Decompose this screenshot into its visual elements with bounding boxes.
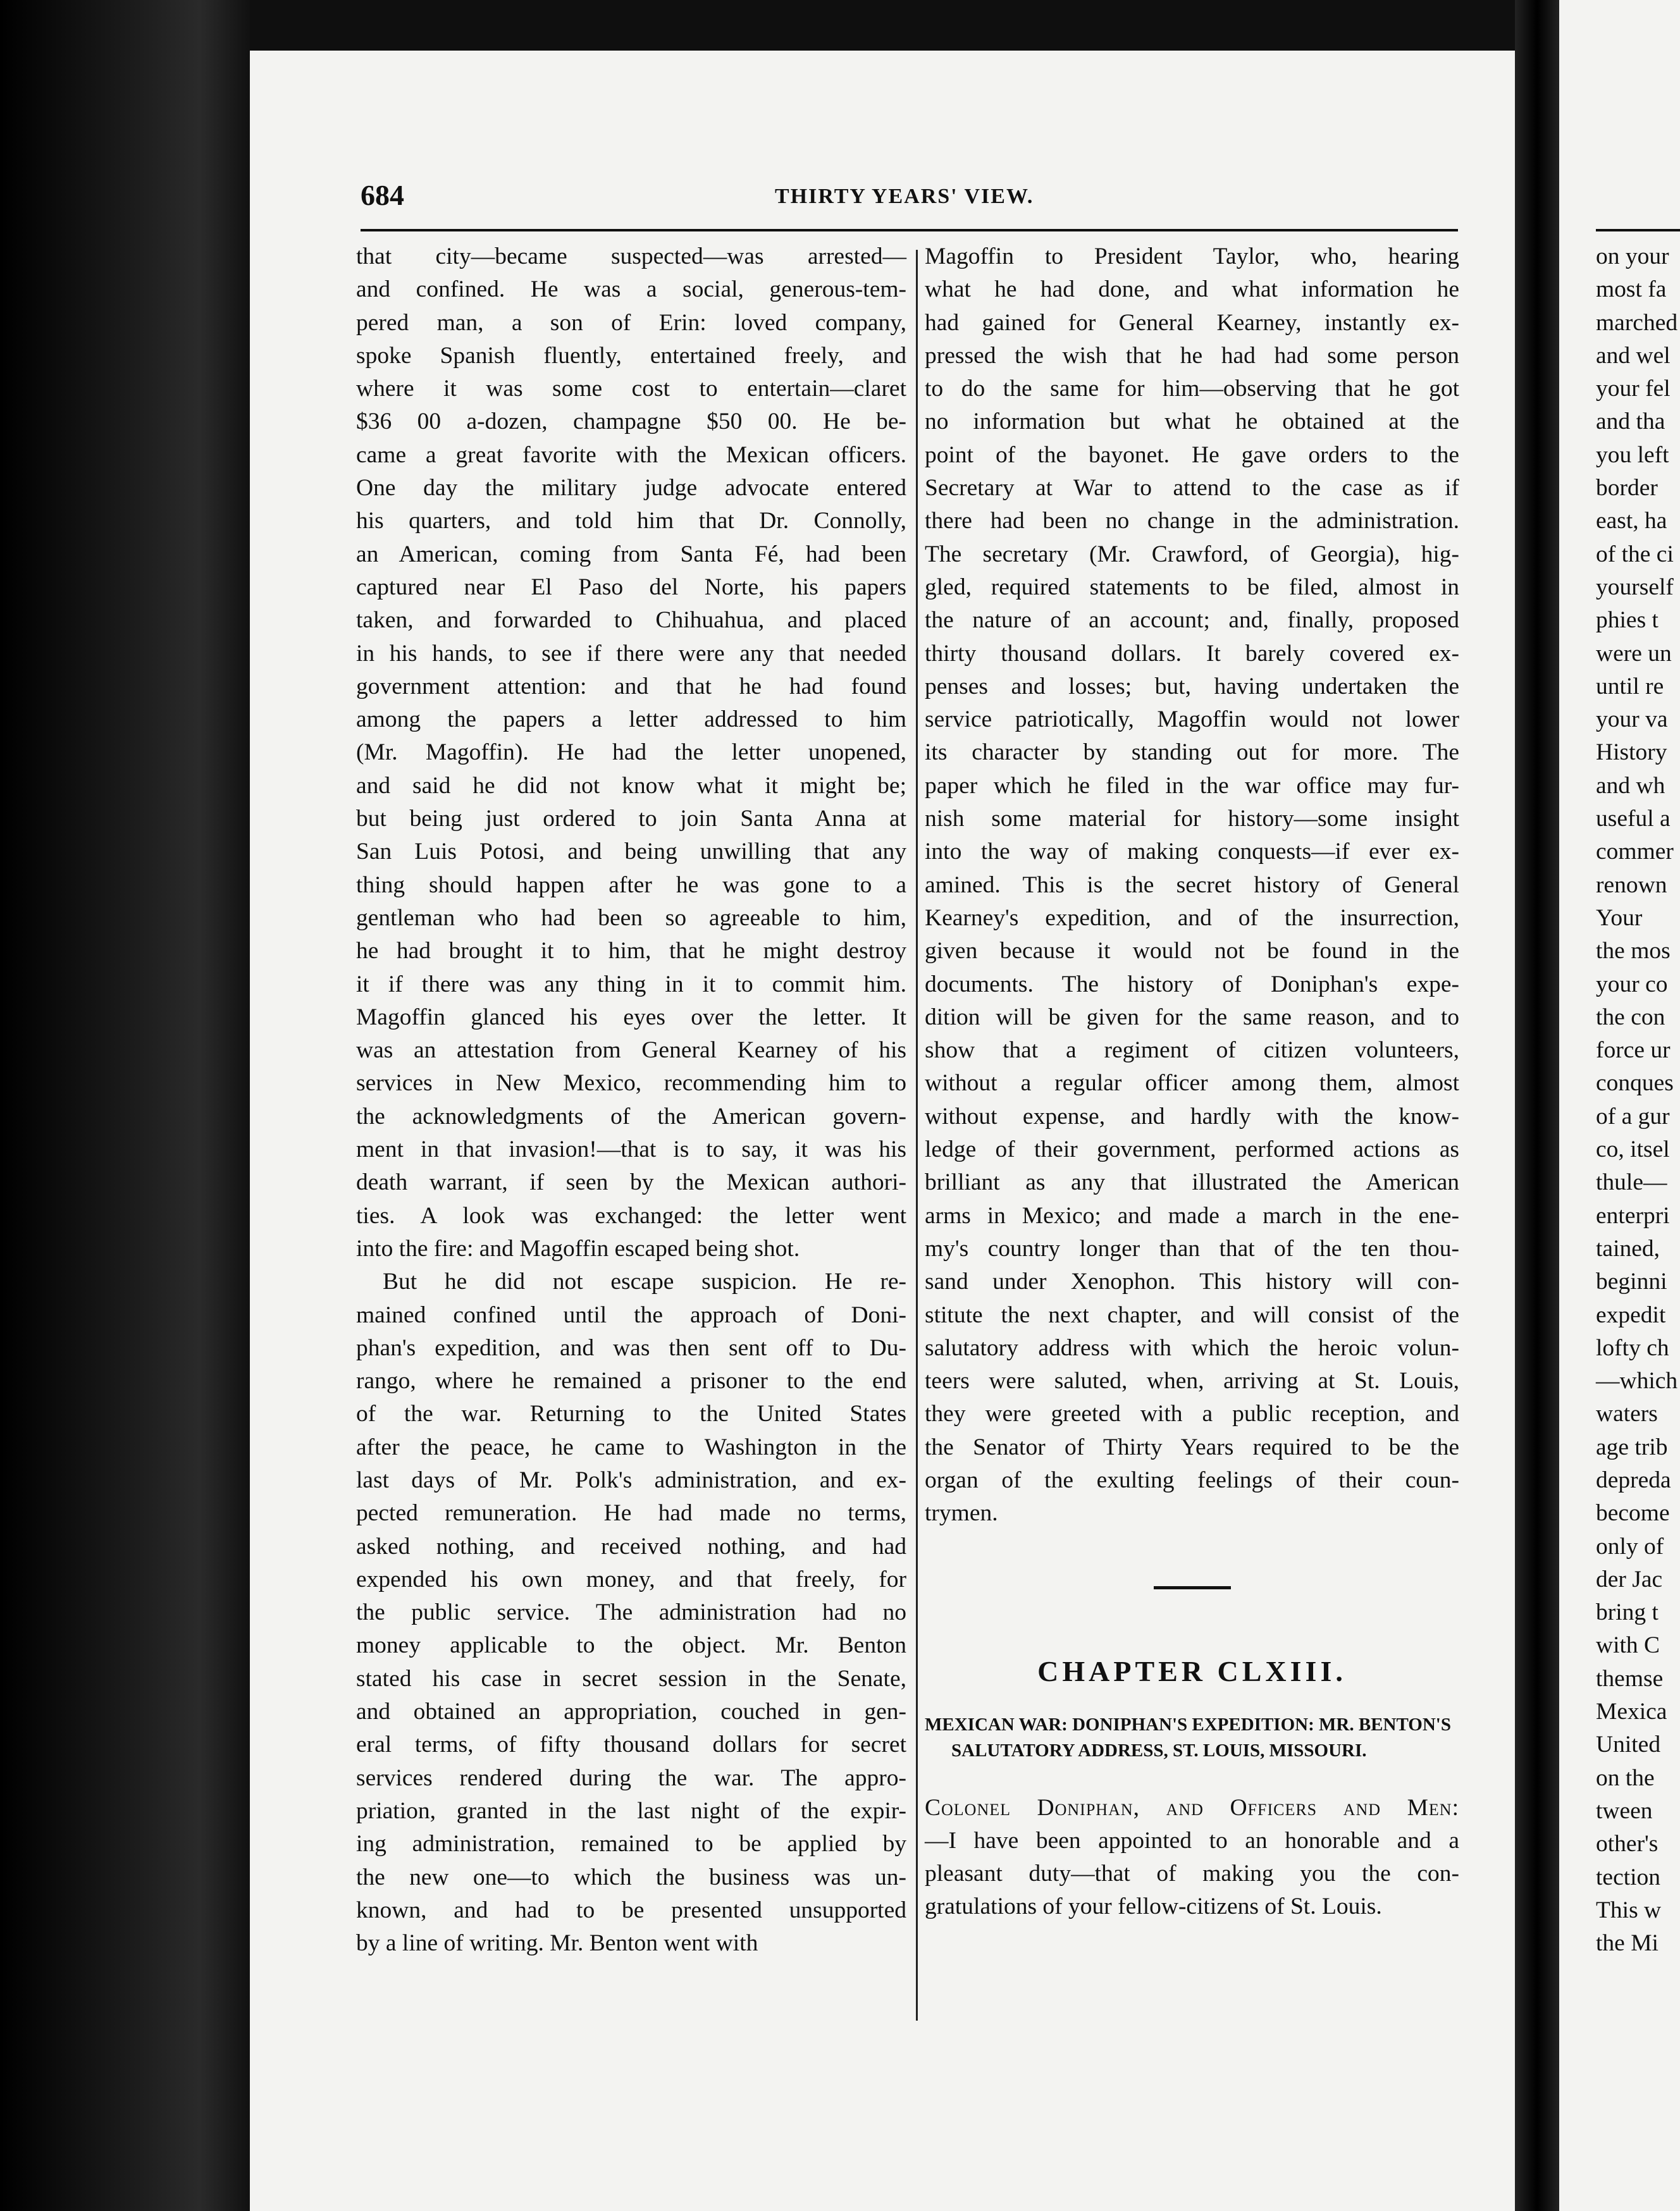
next-page-line: beginni [1596, 1269, 1667, 1295]
next-page-line: with C [1596, 1632, 1660, 1659]
text-line: asked nothing, and received nothing, and had [356, 1533, 906, 1560]
text-line: was an attestation from General Kearney of his [356, 1037, 906, 1064]
text-line: the public service. The administration had no [356, 1599, 906, 1626]
text-line: Secretary at War to attend to the case as if [925, 475, 1459, 502]
next-page-line: bring t [1596, 1599, 1658, 1626]
next-page-line: and tha [1596, 409, 1665, 435]
text-line: ties. A look was exchanged: the letter went [356, 1202, 906, 1229]
text-line: ledge of their government, performed actions as [925, 1136, 1459, 1163]
text-line: arms in Mexico; and made a march in the ene- [925, 1202, 1459, 1229]
next-page-line: tection [1596, 1864, 1661, 1890]
text-line: San Luis Potosi, and being unwilling that any [356, 839, 906, 865]
column-divider [916, 250, 918, 2021]
text-line: organ of the exulting feelings of their coun- [925, 1467, 1459, 1493]
left-column [356, 240, 906, 1960]
chapter-summary: MEXICAN WAR: DONIPHAN'S EXPEDITION: MR. BENTON'S SALUTATORY ADDRESS, ST. LOUIS, MISSOURI. [925, 1714, 1451, 1761]
text-line: brilliant as any that illustrated the American [925, 1169, 1459, 1196]
chapter-salutation-line [925, 1792, 1459, 1825]
text-line: thing should happen after he was gone to a [356, 871, 906, 898]
text-line: gentleman who had been so agreeable to him, [356, 904, 906, 931]
text-line: he had brought it to him, that he might destroy [356, 938, 906, 964]
text-line: mained confined until the approach of Doni- [356, 1302, 906, 1328]
text-line: of the war. Returning to the United States [356, 1401, 906, 1427]
text-line: penses and losses; but, having undertaken the [925, 673, 1459, 699]
next-page-line: —which [1596, 1368, 1678, 1395]
next-page-line: This w [1596, 1897, 1662, 1923]
text-line: pered man, a son of Erin: loved company, [356, 309, 906, 336]
text-line: among the papers a letter addressed to him [356, 706, 906, 733]
next-page-line: on your [1596, 243, 1669, 269]
text-line: pleasant duty—that of making you the con- [925, 1861, 1459, 1887]
text-line: trymen. [925, 1500, 998, 1527]
text-line: the acknowledgments of the American govern- [356, 1103, 906, 1130]
text-line: into the way of making conquests—if ever ex- [925, 839, 1459, 865]
next-page-line: expedit [1596, 1302, 1666, 1328]
text-line: death warrant, if seen by the Mexican authori- [356, 1169, 906, 1196]
next-page-line: co, itsel [1596, 1136, 1670, 1163]
next-page-line: other's [1596, 1831, 1658, 1857]
text-line: and said he did not know what it might be; [356, 772, 906, 799]
next-page-line: force ur [1596, 1037, 1671, 1064]
text-line: Kearney's expedition, and of the insurrection, [925, 904, 1459, 931]
next-page-text [1559, 240, 1680, 1960]
book-gutter [1515, 0, 1559, 2211]
next-page-line: thule— [1596, 1169, 1667, 1196]
next-page-line: History [1596, 739, 1667, 766]
text-line: documents. The history of Doniphan's expe- [925, 971, 1459, 997]
text-line: given because it would not be found in the [925, 938, 1459, 964]
text-line: no information but what he obtained at the [925, 409, 1459, 435]
text-line: phan's expedition, and was then sent off to Du- [356, 1334, 906, 1361]
next-page-line: themse [1596, 1665, 1664, 1692]
next-page-line: of the ci [1596, 541, 1674, 567]
text-line: —I have been appointed to an honorable and a [925, 1827, 1459, 1854]
text-line: point of the bayonet. He gave orders to the [925, 441, 1459, 468]
text-line: gratulations of your fellow-citizens of St. Louis. [925, 1894, 1382, 1920]
text-line: without expense, and hardly with the know- [925, 1103, 1459, 1130]
text-line: sand under Xenophon. This history will con- [925, 1269, 1459, 1295]
next-page-line: your co [1596, 971, 1668, 997]
text-line: but being just ordered to join Santa Anna at [356, 806, 906, 832]
next-page-line: and wel [1596, 342, 1671, 369]
text-line: they were greeted with a public reception, and [925, 1401, 1459, 1427]
text-line: into the fire: and Magoffin escaped being shot. [356, 1235, 800, 1262]
text-line: after the peace, he came to Washington in the [356, 1434, 906, 1460]
text-line: eral terms, of fifty thousand dollars for secret [356, 1732, 906, 1758]
text-line: by a line of writing. Mr. Benton went with [356, 1930, 758, 1957]
next-page-line: commer [1596, 839, 1674, 865]
text-line: Magoffin glanced his eyes over the letter. It [356, 1004, 906, 1030]
text-line: the new one—to which the business was un- [356, 1864, 906, 1890]
next-page-line: your va [1596, 706, 1668, 733]
text-line: captured near El Paso del Norte, his papers [356, 574, 906, 600]
text-line: ment in that invasion!—that is to say, it was his [356, 1136, 906, 1163]
next-page-line: the con [1596, 1004, 1665, 1030]
next-page-line: you left [1596, 441, 1669, 468]
text-line: services in New Mexico, recommending him to [356, 1070, 906, 1097]
text-line: money applicable to the object. Mr. Benton [356, 1632, 906, 1659]
scan-edge [0, 0, 250, 2211]
next-page-edge [1559, 0, 1680, 2211]
text-line: thirty thousand dollars. It barely covered ex- [925, 640, 1459, 667]
next-page-line: were un [1596, 640, 1672, 667]
next-page-line: become [1596, 1500, 1670, 1527]
next-page-header-rule [1596, 229, 1680, 231]
text-line: pressed the wish that he had had some person [925, 342, 1459, 369]
next-page-line: lofty ch [1596, 1334, 1669, 1361]
text-line: services rendered during the war. The appro- [356, 1764, 906, 1791]
text-line: rango, where he remained a prisoner to the end [356, 1368, 906, 1395]
text-line: my's country longer than that of the ten thou- [925, 1235, 1459, 1262]
text-line: amined. This is the secret history of General [925, 871, 1459, 898]
next-page-line: the mos [1596, 938, 1671, 964]
text-line: to do the same for him—observing that he got [925, 376, 1459, 402]
next-page-line: Mexica [1596, 1699, 1667, 1725]
next-page-line: age trib [1596, 1434, 1668, 1460]
next-page-line: and wh [1596, 772, 1665, 799]
text-line: its character by standing out for more. The [925, 739, 1459, 766]
next-page-line: on the [1596, 1764, 1655, 1791]
next-page-line: der Jac [1596, 1566, 1663, 1592]
next-page-line: tween [1596, 1797, 1653, 1824]
next-page-line: tained, [1596, 1235, 1660, 1262]
next-page-line: conques [1596, 1070, 1674, 1097]
text-line: where it was some cost to entertain—claret [356, 376, 906, 402]
text-line: One day the military judge advocate entered [356, 475, 906, 502]
next-page-line: your fel [1596, 376, 1671, 402]
next-page-line: east, ha [1596, 508, 1667, 534]
next-page-line: border [1596, 475, 1658, 502]
text-line: show that a regiment of citizen volunteers, [925, 1037, 1459, 1064]
page-number: 684 [361, 179, 404, 211]
text-line: there had been no change in the administration. [925, 508, 1459, 534]
text-line: and confined. He was a social, generous-tem- [356, 276, 906, 303]
text-line: $36 00 a-dozen, champagne $50 00. He be- [356, 409, 906, 435]
next-page-line: yourself [1596, 574, 1674, 600]
next-page-line: the Mi [1596, 1930, 1658, 1957]
text-line: teers were saluted, when, arriving at St. Louis, [925, 1368, 1459, 1395]
text-line: came a great favorite with the Mexican officers. [356, 441, 906, 468]
next-page-line: phies t [1596, 607, 1658, 634]
text-line: Magoffin to President Taylor, who, hearing [925, 243, 1459, 269]
next-page-line: useful a [1596, 806, 1671, 832]
text-line: pected remuneration. He had made no terms, [356, 1500, 906, 1527]
text-line: But he did not escape suspicion. He re- [383, 1269, 906, 1295]
next-page-line: waters [1596, 1401, 1658, 1427]
right-column-text [925, 240, 1459, 1530]
next-page-line: of a gur [1596, 1103, 1670, 1130]
next-page-line: enterpri [1596, 1202, 1670, 1229]
text-line: last days of Mr. Polk's administration, and ex- [356, 1467, 906, 1493]
next-page-line: Your [1596, 904, 1643, 931]
text-line: had gained for General Kearney, instantly ex- [925, 309, 1459, 336]
next-page-line: depreda [1596, 1467, 1671, 1493]
text-line: the nature of an account; and, finally, proposed [925, 607, 1459, 634]
chapter-salutation: Colonel Doniphan, and Officers and Men: [925, 1794, 1459, 1821]
text-line: dition will be given for the same reason, and to [925, 1004, 1459, 1030]
text-line: an American, coming from Santa Fé, had been [356, 541, 906, 567]
right-column [925, 240, 1459, 1924]
next-page-line: most fa [1596, 276, 1667, 303]
text-line: expended his own money, and that freely, for [356, 1566, 906, 1592]
text-line: gled, required statements to be filed, almost in [925, 574, 1459, 600]
text-line: the Senator of Thirty Years required to be the [925, 1434, 1459, 1460]
text-line: stated his case in secret session in the Senate, [356, 1665, 906, 1692]
next-page-line: renown [1596, 871, 1667, 898]
text-line: paper which he filed in the war office may fur- [925, 772, 1459, 799]
text-line: salutatory address with which the heroic volun- [925, 1334, 1459, 1361]
text-line: service patriotically, Magoffin would not lower [925, 706, 1459, 733]
text-line: and obtained an appropriation, couched in gen- [356, 1699, 906, 1725]
text-line: his quarters, and told him that Dr. Connolly, [356, 508, 906, 534]
header-rule [361, 229, 1458, 231]
text-line: without a regular officer among them, almost [925, 1070, 1459, 1097]
text-line: that city—became suspected—was arrested— [356, 243, 906, 269]
text-line: spoke Spanish fluently, entertained freely, and [356, 342, 906, 369]
text-line: what he had done, and what information he [925, 276, 1459, 303]
next-page-line: marched [1596, 309, 1678, 336]
chapter-opening [925, 1825, 1459, 1924]
running-title: THIRTY YEARS' VIEW. [775, 185, 1034, 208]
text-line: nish some material for history—some insight [925, 806, 1459, 832]
next-page-line: only of [1596, 1533, 1664, 1560]
text-line: priation, granted in the last night of the expir- [356, 1797, 906, 1824]
text-line: stitute the next chapter, and will consist of the [925, 1302, 1459, 1328]
chapter-title: CHAPTER CLXIII. [1037, 1654, 1347, 1687]
page-header [361, 178, 1458, 223]
text-line: known, and had to be presented unsupported [356, 1897, 906, 1923]
text-line: it if there was any thing in it to commit him. [356, 971, 906, 997]
text-line: The secretary (Mr. Crawford, of Georgia), hig- [925, 541, 1459, 567]
chapter-separator-rule [1154, 1586, 1231, 1589]
next-page-line: United [1596, 1732, 1661, 1758]
text-line: ing administration, remained to be applied by [356, 1831, 906, 1857]
text-line: government attention: and that he had found [356, 673, 906, 699]
next-page-line: until re [1596, 673, 1664, 699]
text-line: in his hands, to see if there were any that needed [356, 640, 906, 667]
text-line: taken, and forwarded to Chihuahua, and placed [356, 607, 906, 634]
text-line: (Mr. Magoffin). He had the letter unopened, [356, 739, 906, 766]
